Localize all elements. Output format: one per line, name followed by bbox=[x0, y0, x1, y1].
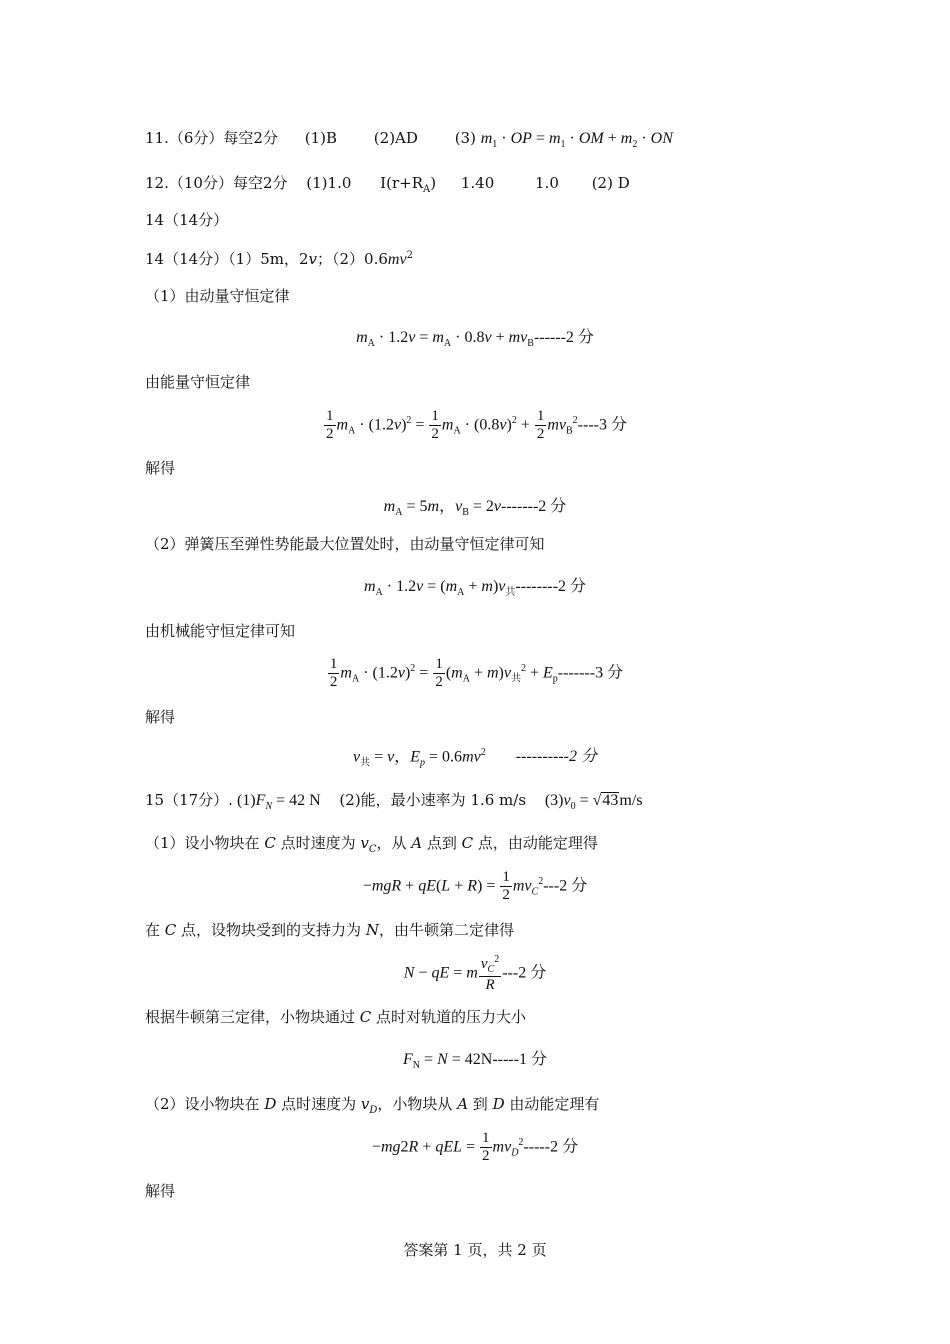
q15-part1-text-3: 根据牛顿第三定律，小物块通过 C 点时对轨道的压力大小 bbox=[145, 1008, 527, 1026]
q11-answer-2: (2)AD bbox=[373, 129, 418, 147]
q14-part1-text: （1）由动量守恒定律 bbox=[145, 287, 290, 305]
q15-eq4-score: -----2 分 bbox=[523, 1138, 579, 1156]
q15-eq2: N − qE = m $\frac{v_C^2}{R}$ ---2 分 bbox=[403, 954, 547, 993]
q14-heading: 14（14分）（1）5m，2v；$(2)0.6mv^2$ bbox=[145, 250, 413, 268]
q12-head: 12.（10分）每空2分 bbox=[145, 174, 288, 192]
q12-answer-4: 1.0 bbox=[535, 174, 559, 192]
q14-solve-2: 解得 bbox=[145, 708, 176, 726]
q14-eq3-score: -------2 分 bbox=[501, 498, 567, 515]
q15-eq3: $F_N = N = 42N-----1$ 分 bbox=[403, 1051, 547, 1072]
q14-eq1: $m_A \cdot 1.2v = m_A \cdot 0.8v + mv_B------2$ 分 bbox=[356, 329, 594, 350]
q14-eq5: $\frac{1}{2}$ $m_A \cdot (1.2v)^2$ = $\frac{1}{2}$ $(m_A + m)v_共^2 + E_p-------3$ 分 bbox=[329, 656, 624, 691]
q15-eq1: −mgR + qE(L + R) = $\frac{1}{2}$ $mv_C^2---2$ 分 bbox=[362, 869, 588, 904]
q14-eq1-score: ------2 分 bbox=[533, 329, 594, 346]
q15-heading: 15（17分）. $(1)F_N = 42$ N (2)能，最小速率为 1.6 m/s $(3)v_0 = √43m/s$ bbox=[145, 791, 643, 813]
q14-eq2: $\frac{1}{2}$ $m_A \cdot (1.2v)^2$ = $\frac{1}{2}$ $m_A \cdot (0.8v)^2$ + $\frac{1}{2}$ $mv_B^2----3$ 分 bbox=[326, 408, 627, 443]
q11-line bbox=[145, 131, 673, 150]
q15-part1-text: （1）设小物块在 C 点时速度为 $v_C$，从 A 点到 C 点，由动能定理得 bbox=[145, 834, 598, 855]
q11-formula: $m_1$ · OP = $m_1$ · OM + $m_2$ · ON bbox=[480, 130, 673, 151]
q15-solve: 解得 bbox=[145, 1182, 176, 1200]
q12-line bbox=[145, 176, 630, 195]
q15-part2-text: （2）设小物块在 D 点时速度为 $v_D$，小物块从 A 到 D 由动能定理有 bbox=[145, 1095, 600, 1116]
q12-answer-1: (1)1.0 bbox=[306, 174, 352, 192]
q14-part2-text-2: 由机械能守恒定律可知 bbox=[145, 622, 296, 640]
q11-answer-3-label: (3) bbox=[454, 129, 476, 147]
q15-eq2-score: ---2 分 bbox=[502, 964, 547, 982]
q14-eq3: $m_A = 5m$，$v_B = 2v-------2$ 分 bbox=[383, 498, 567, 519]
q11-head: 11.（6分）每空2分 bbox=[145, 129, 278, 147]
q15-eq3-score: -----1 分 bbox=[492, 1051, 547, 1068]
q12-answer-2: $I(r+R_A)$ bbox=[380, 174, 437, 195]
q14-eq4-score: --------2 分 bbox=[515, 578, 587, 595]
q14-eq6: $v_共 = v$，$E_p = 0.6mv^2$ ----------2 分 bbox=[352, 747, 598, 769]
q14-eq6-score: ----------2 分 bbox=[515, 748, 598, 766]
q14-part2-text: （2）弹簧压至弹性势能最大位置处时，由动量守恒定律可知 bbox=[145, 535, 545, 553]
q14-eq5-score: -------3 分 bbox=[557, 664, 624, 682]
q11-answer-1: (1)B bbox=[304, 129, 338, 147]
q14-part1-text-2: 由能量守恒定律 bbox=[145, 373, 251, 391]
q12-answer-3: 1.40 bbox=[460, 174, 495, 192]
q14-empty-heading: 14（14分） bbox=[145, 211, 229, 229]
q15-eq1-score: ---2 分 bbox=[543, 877, 588, 895]
page-footer: 答案第 1 页，共 2 页 bbox=[403, 1241, 547, 1259]
q12-answer-5: (2) D bbox=[591, 174, 630, 192]
q14-eq4: $m_A \cdot 1.2v = (m_A + m)v_共--------2$ 分 bbox=[363, 578, 587, 599]
q14-eq2-score: ----3 分 bbox=[577, 416, 627, 434]
q15-part1-text-2: 在 C 点，设物块受到的支持力为 N，由牛顿第二定律得 bbox=[145, 921, 514, 939]
q15-eq4: −mg2R + qEL = $\frac{1}{2}$ $mv_D^2-----2$ 分 bbox=[371, 1130, 579, 1165]
q14-solve-1: 解得 bbox=[145, 459, 176, 477]
